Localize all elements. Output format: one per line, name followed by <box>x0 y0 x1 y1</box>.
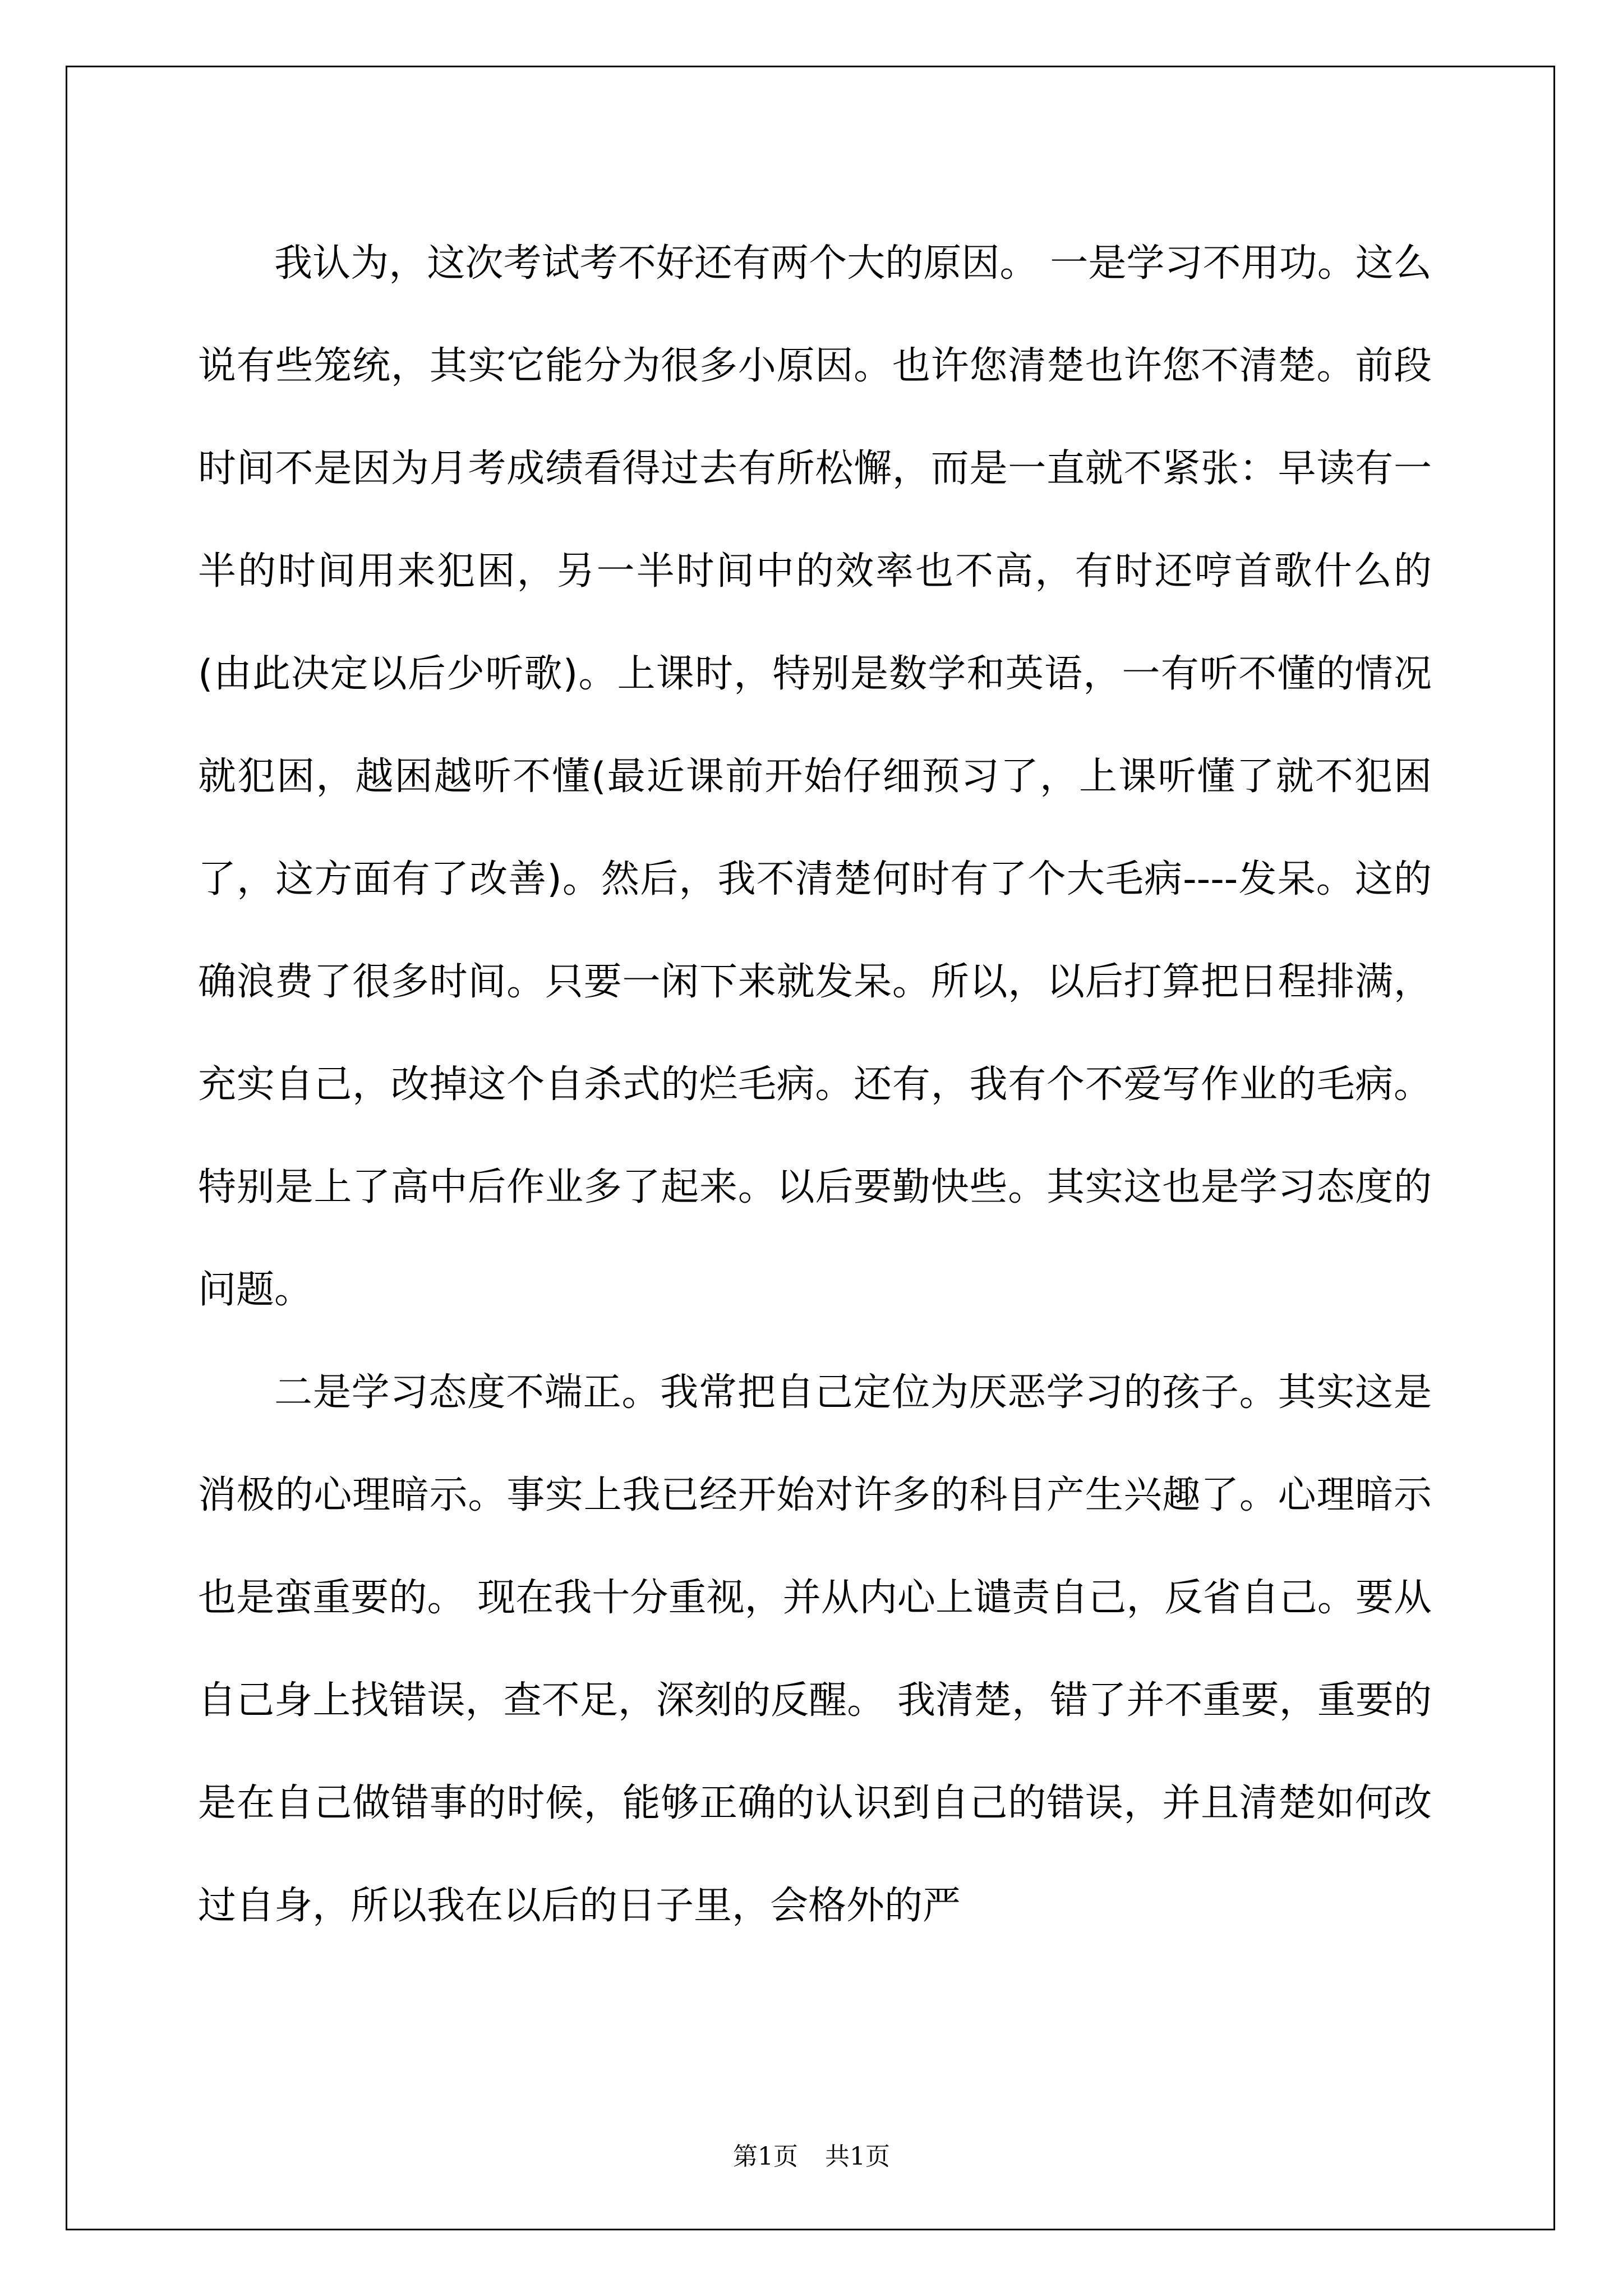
paragraph-2: 二是学习态度不端正。我常把自己定位为厌恶学习的孩子。其实这是消极的心理暗示。事实上我已经开始对许多的科目产生兴趣了。心理暗示也是蛮重要的。 现在我十分重视，并从内心上谴责自己，反省自己。要从自己身上找错误，查不足，深刻的反醒。 我清楚，错了并不重要，重要的是在自己做错事的时候，能够正确的认识到自己的错误，并且清楚如何改过自身，所以我在以后的日子里，会格外的严 <box>198 1370 1432 1928</box>
document-body <box>198 212 1432 1957</box>
paragraph-1: 我认为，这次考试考不好还有两个大的原因。 一是学习不用功。这么说有些笼统，其实它能分为很多小原因。也许您清楚也许您不清楚。前段时间不是因为月考成绩看得过去有所松懈，而是一直就不紧张：早读有一半的时间用来犯困，另一半时间中的效率也不高，有时还哼首歌什么的(由此决定以后少听歌)。上课时，特别是数学和英语，一有听不懂的情况就犯困，越困越听不懂(最近课前开始仔细预习了，上课听懂了就不犯困了，这方面有了改善)。然后，我不清楚何时有了个大毛病----发呆。这的确浪费了很多时间。只要一闲下来就发呆。所以，以后打算把日程排满，充实自己，改掉这个自杀式的烂毛病。还有，我有个不爱写作业的毛病。特别是上了高中后作业多了起来。以后要勤快些。其实这也是学习态度的问题。 <box>198 241 1432 1312</box>
page-footer <box>0 2136 1623 2172</box>
page-total: 共1页 <box>825 2142 890 2171</box>
page-number: 第1页 <box>733 2142 798 2171</box>
